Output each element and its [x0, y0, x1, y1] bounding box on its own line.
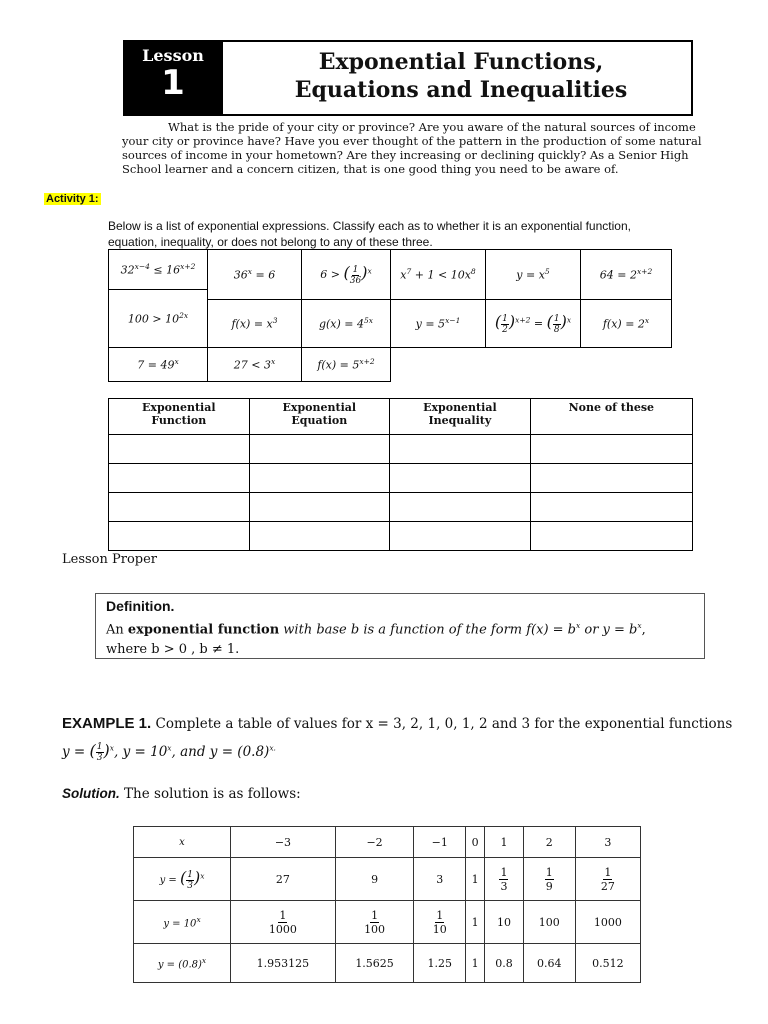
classification-row	[109, 435, 693, 464]
expression-cell: $36^x = 6$	[207, 249, 302, 300]
classification-cell[interactable]	[109, 435, 250, 464]
values-row-label: $y = 10^x$	[134, 901, 231, 944]
expression-cell: $f(x) = 5^{x+2}$	[301, 347, 391, 382]
values-cell: 0.512	[575, 944, 640, 983]
expression-cell: $64 = 2^{x+2}$	[580, 249, 672, 300]
values-cell: 1.25	[414, 944, 466, 983]
expression-cell: $x^7 + 1 < 10x^8$	[390, 249, 486, 300]
values-x-cell: −2	[335, 827, 413, 858]
classification-header: Exponential Function	[109, 399, 250, 435]
values-row-label: y = ( $\frac{1}{3}$ )$^x$	[134, 858, 231, 901]
expression-cell: $27 < 3^x$	[207, 347, 302, 382]
values-x-cell: 0	[466, 827, 485, 858]
classification-cell[interactable]	[390, 464, 531, 493]
values-cell: $\frac{1}{27}$	[575, 858, 640, 901]
values-x-label: x	[134, 827, 231, 858]
classification-header: Exponential Inequality	[390, 399, 531, 435]
values-cell: $\frac{1}{100}$	[335, 901, 413, 944]
classification-header: Exponential Equation	[249, 399, 390, 435]
classification-header-row	[109, 399, 693, 435]
values-cell: 1000	[575, 901, 640, 944]
classification-cell[interactable]	[390, 435, 531, 464]
values-x-cell: 3	[575, 827, 640, 858]
values-cell: 9	[335, 858, 413, 901]
values-cell: 27	[231, 858, 336, 901]
definition-condition: where b > 0 , b ≠ 1.	[106, 642, 240, 658]
classification-cell[interactable]	[530, 435, 692, 464]
values-cell: 1	[466, 944, 485, 983]
classification-cell[interactable]	[530, 464, 692, 493]
values-cell: 1.953125	[231, 944, 336, 983]
example-1	[62, 712, 742, 764]
example-label: EXAMPLE 1.	[62, 715, 152, 732]
values-row	[134, 901, 641, 944]
classification-row	[109, 464, 693, 493]
classification-cell[interactable]	[249, 464, 390, 493]
classification-cell[interactable]	[530, 493, 692, 522]
values-header-row	[134, 827, 641, 858]
classification-cell[interactable]	[390, 493, 531, 522]
classification-cell[interactable]	[109, 464, 250, 493]
values-cell: 100	[523, 901, 575, 944]
expression-cell: $f(x) = 2^x$	[580, 299, 672, 348]
classification-cell[interactable]	[530, 522, 692, 551]
example-text: Complete a table of values for x = 3, 2, 1, 0, 1, 2 and 3 for the exponential functions	[155, 716, 733, 732]
classification-cell[interactable]	[390, 522, 531, 551]
intro-paragraph: What is the pride of your city or province? Are you aware of the natural sources of income your city or province have? Have you ever thought of the pattern in the production of some natural sources of income in your hometown? Are they increasing or declining quickly? As a Senior High School learner and a concern citizen, that is one good thing you need to be aware of.	[122, 120, 702, 176]
definition-text: An exponential function with base b is a function of the form $f(x) = b^x$ or $y = b^x$, where b > 0 , b ≠ 1.	[106, 621, 646, 658]
values-row	[134, 944, 641, 983]
classification-cell[interactable]	[249, 522, 390, 551]
example-functions: y = ( $\frac{1}{3}$ )$^x$, $y = 10^x$, and $y = (0.8)^{x.}$	[62, 740, 276, 763]
values-cell: 3	[414, 858, 466, 901]
expression-cell: 6 > ( $\frac{1}{36}$ )$^x$	[301, 249, 391, 300]
lesson-proper-heading: Lesson Proper	[62, 552, 158, 567]
values-cell: 1.5625	[335, 944, 413, 983]
values-cell: $\frac{1}{1000}$	[231, 901, 336, 944]
classification-row	[109, 522, 693, 551]
expression-cell: ( $\frac{1}{2}$ )$^{x+2}$ = ( $\frac{1}{8}$ )$^x$	[485, 299, 581, 348]
values-x-cell: 2	[523, 827, 575, 858]
values-x-cell: −3	[231, 827, 336, 858]
expression-cell: $32^{x-4} \le 16^{x+2}$	[108, 249, 208, 290]
classification-row	[109, 493, 693, 522]
values-table	[133, 826, 641, 983]
activity-label: Activity 1:	[46, 193, 99, 205]
values-x-cell: −1	[414, 827, 466, 858]
values-cell: 1	[466, 901, 485, 944]
classification-table	[108, 398, 693, 551]
lesson-number: 1	[161, 63, 185, 103]
classification-cell[interactable]	[249, 493, 390, 522]
lesson-word: Lesson	[142, 46, 204, 65]
lesson-title-line2: Equations and Inequalities	[294, 77, 628, 103]
solution-text: The solution is as follows:	[124, 786, 301, 802]
expression-cell: $7 = 49^x$	[108, 347, 208, 382]
definition-box	[95, 593, 705, 659]
expression-grid	[0, 0, 768, 400]
classification-cell[interactable]	[109, 522, 250, 551]
definition-term: exponential function	[127, 622, 280, 638]
values-cell: 0.8	[485, 944, 524, 983]
values-cell: $\frac{1}{3}$	[485, 858, 524, 901]
classification-cell[interactable]	[249, 435, 390, 464]
values-cell: $\frac{1}{9}$	[523, 858, 575, 901]
values-x-cell: 1	[485, 827, 524, 858]
classification-header: None of these	[530, 399, 692, 435]
values-row	[134, 858, 641, 901]
expression-cell: $100 > 10^{2x}$	[108, 289, 208, 348]
classification-cell[interactable]	[109, 493, 250, 522]
expression-cell: $f(x) = x^3$	[207, 299, 302, 348]
expression-cell: $g(x) = 4^{5x}$	[301, 299, 391, 348]
values-cell: 10	[485, 901, 524, 944]
solution-label: Solution.	[62, 786, 120, 801]
values-cell: 1	[466, 858, 485, 901]
expression-cell: $y = 5^{x-1}$	[390, 299, 486, 348]
lesson-title-line1: Exponential Functions,	[318, 49, 604, 75]
solution-line	[62, 786, 301, 802]
values-row-label: $y = (0.8)^x$	[134, 944, 231, 983]
activity-instructions: Below is a list of exponential expressions. Classify each as to whether it is an exponential function, equation, inequality, or does not belong to any of these three.	[108, 219, 631, 249]
definition-title: Definition.	[106, 598, 175, 614]
expression-cell: $y = x^5$	[485, 249, 581, 300]
values-cell: $\frac{1}{10}$	[414, 901, 466, 944]
values-cell: 0.64	[523, 944, 575, 983]
